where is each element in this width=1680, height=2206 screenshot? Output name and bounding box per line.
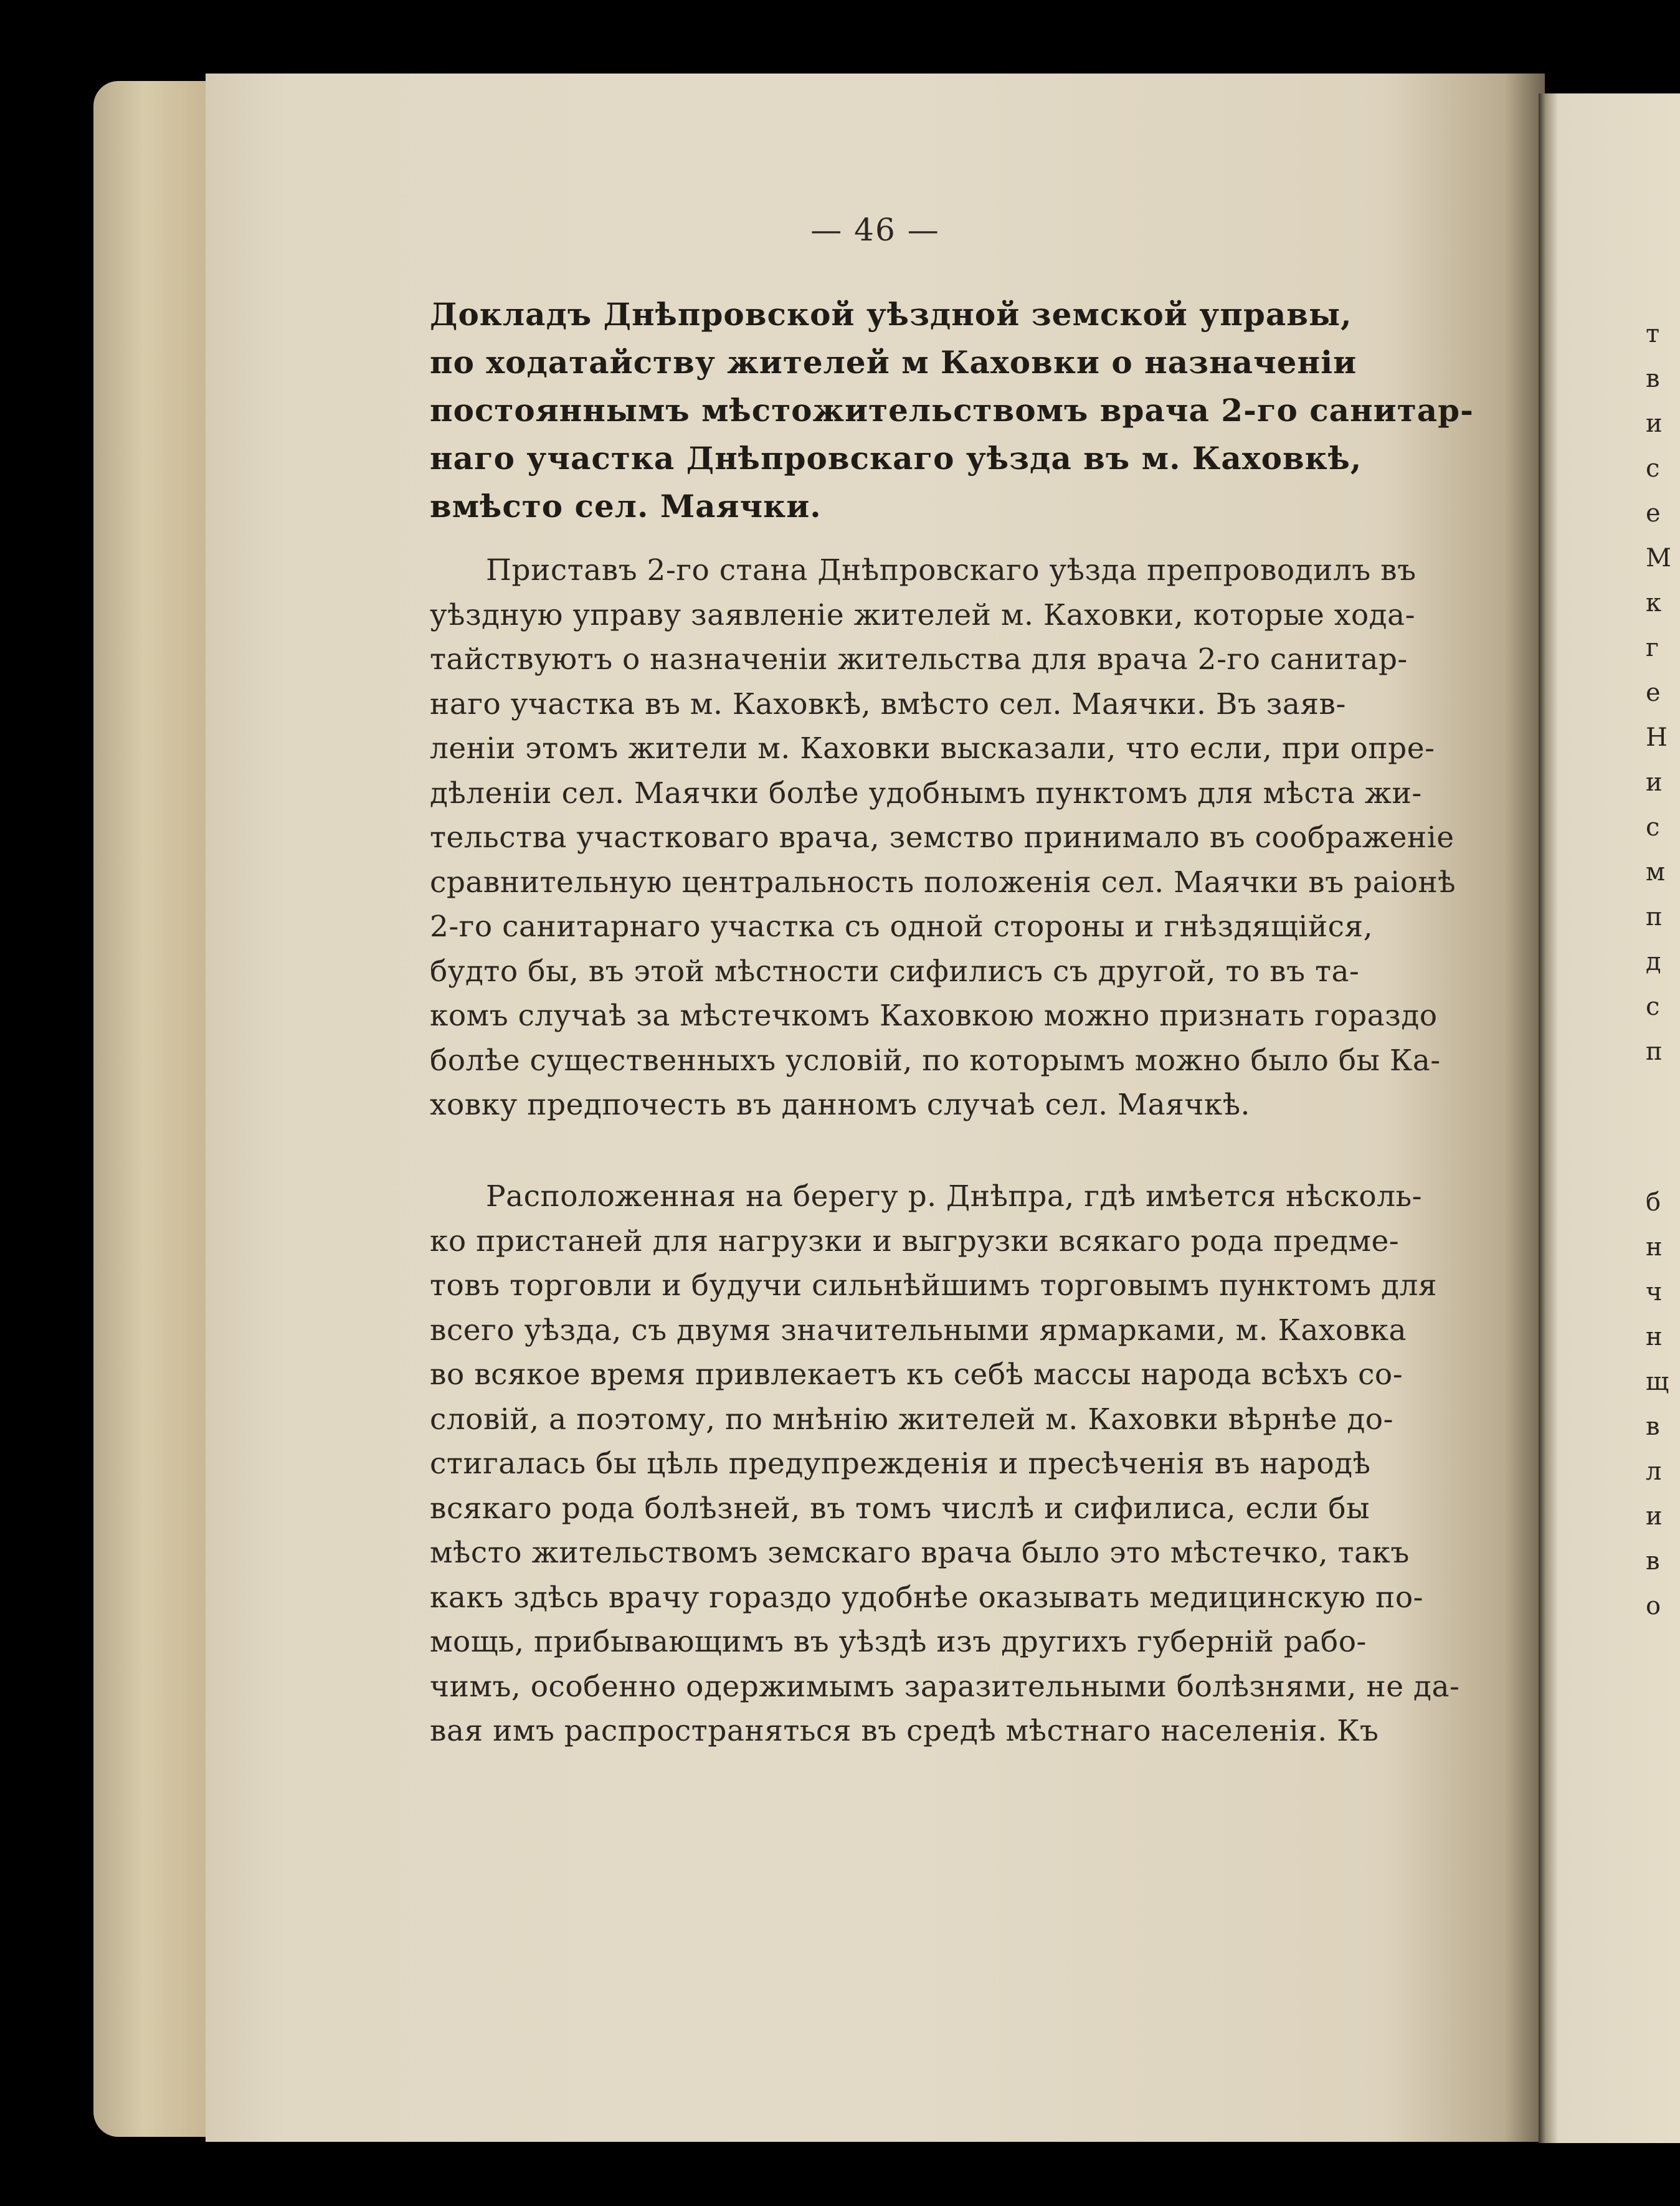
text-line: мощь, прибывающимъ въ уѣздѣ изъ другихъ губерній рабо-: [430, 1625, 1367, 1659]
fragment: н: [1646, 1233, 1663, 1262]
text-line: леніи этомъ жители м. Каховки высказали, что если, при опре-: [430, 731, 1435, 766]
fragment: в: [1646, 364, 1660, 393]
heading-line: постояннымъ мѣстожительствомъ врача 2-го санитар-: [430, 392, 1474, 429]
fragment: и: [1646, 768, 1663, 797]
fragment: в: [1646, 1412, 1660, 1441]
heading-line: по ходатайству жителей м Каховки о назначеніи: [430, 344, 1357, 381]
text-line: во всякое время привлекаетъ къ себѣ массы народа всѣхъ со-: [430, 1357, 1403, 1392]
paragraph-2: [430, 1174, 1460, 1754]
text-line: будто бы, въ этой мѣстности сифилисъ съ другой, то въ та-: [430, 954, 1360, 989]
text-line: всякаго рода болѣзней, въ томъ числѣ и сифилиса, если бы: [430, 1491, 1370, 1526]
text-line: уѣздную управу заявленіе жителей м. Каховки, которые хода-: [430, 597, 1415, 632]
text-line: сравнительную центральность положенія сел. Маячки въ раіонѣ: [430, 865, 1456, 900]
text-line: ко пристаней для нагрузки и выгрузки всякаго рода предме-: [430, 1224, 1400, 1258]
text-line: Приставъ 2-го стана Днѣпровскаго уѣзда препроводилъ въ: [486, 553, 1417, 587]
text-line: тайствуютъ о назначеніи жительства для врача 2-го санитар-: [430, 642, 1408, 677]
fragment: н: [1646, 1323, 1663, 1351]
text-line: болѣе существенныхъ условій, по которымъ можно было бы Ка-: [430, 1043, 1441, 1078]
fragment: е: [1646, 678, 1661, 707]
fragment: е: [1646, 499, 1661, 528]
text-line: ховку предпочесть въ данномъ случаѣ сел. Маячкѣ.: [430, 1088, 1250, 1122]
text-line: стигалась бы цѣль предупрежденія и пресѣченія въ народѣ: [430, 1447, 1371, 1481]
text-line: чимъ, особенно одержимымъ заразительными болѣзнями, не да-: [430, 1669, 1460, 1704]
text-line: 2-го санитарнаго участка съ одной стороны и гнѣздящійся,: [430, 910, 1374, 944]
fragment: п: [1646, 1037, 1663, 1066]
fragment: к: [1646, 589, 1661, 617]
text-line: Расположенная на берегу р. Днѣпра, гдѣ имѣется нѣсколь-: [486, 1179, 1423, 1214]
text-line: мѣсто жительствомъ земскаго врача было это мѣстечко, такъ: [430, 1536, 1410, 1570]
heading-line: вмѣсто сел. Маячки.: [430, 488, 822, 525]
text-line: вая имъ распространяться въ средѣ мѣстнаго населенія. Къ: [430, 1714, 1379, 1748]
fragment: Н: [1646, 723, 1668, 752]
fragment: и: [1646, 1502, 1663, 1531]
page-number: — 46 —: [810, 212, 940, 248]
text-line: дѣленіи сел. Маячки болѣе удобнымъ пунктомъ для мѣста жи-: [430, 776, 1422, 811]
fragment: щ: [1646, 1367, 1669, 1396]
fragment: с: [1646, 454, 1660, 483]
fragment: о: [1646, 1592, 1661, 1620]
heading-line: наго участка Днѣпровскаго уѣзда въ м. Каховкѣ,: [430, 440, 1362, 477]
fragment-gap: [1646, 1074, 1671, 1180]
fragment: л: [1646, 1457, 1662, 1486]
fragment: г: [1646, 634, 1659, 662]
text-line: наго участка въ м. Каховкѣ, вмѣсто сел. Маячки. Въ заяв-: [430, 687, 1346, 721]
paragraph-1: [430, 548, 1456, 1128]
fragment: с: [1646, 813, 1660, 842]
text-line: всего уѣзда, съ двумя значительными ярмарками, м. Каховка: [430, 1313, 1407, 1348]
heading-line: Докладъ Днѣпровской уѣздной земской управы,: [430, 296, 1352, 333]
fragment: б: [1646, 1188, 1661, 1217]
fragment: д: [1646, 948, 1661, 976]
facing-page-text: [1646, 311, 1671, 1628]
text-line: комъ случаѣ за мѣстечкомъ Каховкою можно признать гораздо: [430, 999, 1438, 1033]
text-line: какъ здѣсь врачу гораздо удобнѣе оказывать медицинскую по-: [430, 1580, 1424, 1615]
fragment: м: [1646, 858, 1666, 887]
text-line: товъ торговли и будучи сильнѣйшимъ торговымъ пунктомъ для: [430, 1268, 1438, 1303]
text-line: словій, а поэтому, по мнѣнію жителей м. Каховки вѣрнѣе до-: [430, 1402, 1393, 1437]
fragment: ч: [1646, 1278, 1663, 1306]
fragment: и: [1646, 409, 1663, 438]
fragment: в: [1646, 1547, 1660, 1576]
fragment: с: [1646, 992, 1660, 1021]
fragment: т: [1646, 320, 1660, 348]
report-heading: [430, 290, 1474, 530]
fragment: М: [1646, 544, 1671, 573]
text-line: тельства участковаго врача, земство принимало въ соображеніе: [430, 820, 1455, 855]
fragment: п: [1646, 903, 1663, 931]
